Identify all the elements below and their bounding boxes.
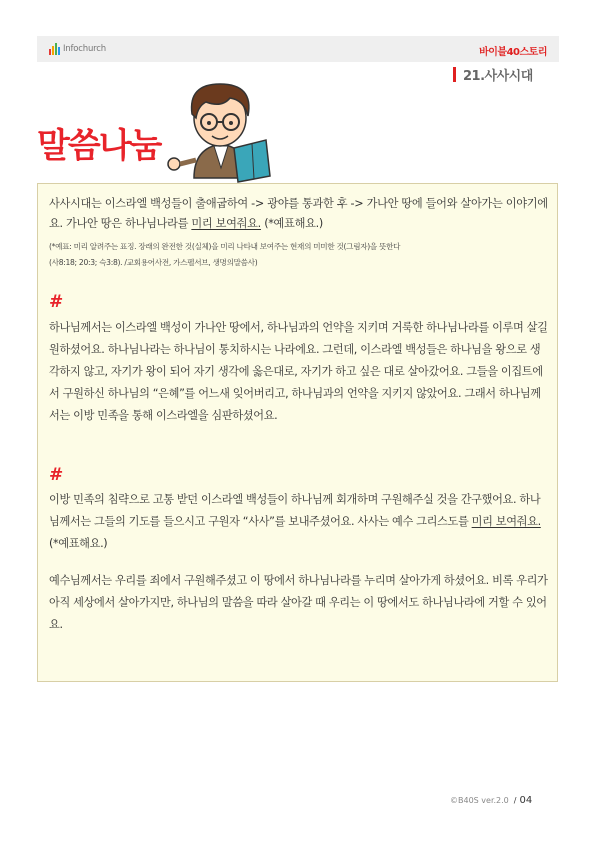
note-line-1: (*예표: 미리 알려주는 표징. 장래의 완전한 것(실체)을 미리 나타내 보여주는 현재의 미미한 것(그림자)을 뜻한다	[49, 242, 401, 251]
logo-text: Infochurch	[63, 44, 106, 54]
section-2-paragraph	[49, 489, 549, 555]
reading-boy-illustration	[166, 78, 276, 186]
section-marker-1: #	[49, 292, 64, 312]
bars-icon	[49, 43, 60, 55]
page-number: 04	[519, 795, 533, 806]
section-marker-2: #	[49, 465, 64, 485]
header-bar	[37, 36, 559, 62]
section-2-paragraph-2: 예수님께서는 우리를 죄에서 구원해주셨고 이 땅에서 하나님나라를 누리며 살아가게 하셨어요. 비록 우리가 아직 세상에서 살아가지만, 하나님의 말씀을 따라 살아갈 때 우리는 이 땅에서도 하나님나라에 거할 수 있어요.	[49, 574, 548, 631]
section-2-underline: 미리 보여줘요.	[471, 515, 541, 528]
intro-text-2: (*예표해요.)	[260, 217, 323, 230]
intro-underline: 미리 보여줘요.	[191, 217, 261, 230]
chapter-title	[453, 65, 533, 84]
intro-paragraph	[49, 194, 549, 234]
content-box	[37, 183, 558, 682]
section-1-paragraph: 하나님께서는 이스라엘 백성이 가나안 땅에서, 하나님과의 언약을 지키며 거룩한 하나님나라를 이루며 살길 원하셨어요. 하나님나라는 하나님이 통치하시는 나라에요. 그런데, 이스라엘 백성들은 하나님을 왕으로 생각하지 않고, 자기가 왕이 되어 자기 생각에 옳은대로, 자기가 하고 싶은 대로 살아갔어요. 그들을 이집트에서 구원하신 하나님의 “은혜”를 어느새 잊어버리고, 하나님과의 언약을 지키지 않았어요. 그래서 하나님께서는 이방 민족을 통해 이스라엘을 심판하셨어요.	[49, 321, 548, 422]
page-heading: 말씀나눔	[37, 126, 161, 166]
footer	[450, 795, 532, 806]
definition-note	[49, 239, 554, 271]
footer-separator: /	[513, 796, 517, 805]
section-2-text-2: (*예표해요.)	[49, 537, 108, 550]
series-title: 바이블40스토리	[479, 47, 547, 58]
chapter-title-text: 21.사사시대	[463, 69, 533, 84]
section-2-text-1: 이방 민족의 침략으로 고통 받던 이스라엘 백성들이 하나님께 회개하며 구원해주실 것을 간구했어요. 하나님께서는 그들의 기도를 들으시고 구원자 “사사”를 보내주셨어요. 사사는 예수 그리스도를	[49, 493, 541, 528]
infochurch-logo	[49, 43, 106, 55]
red-bar	[453, 67, 456, 82]
version-label: ©B40S ver.2.0	[450, 796, 509, 805]
intro-text-1: 사사시대는 이스라엘 백성들이 출애굽하여 -> 광야를 통과한 후 -> 가나안 땅에 들어와 살아가는 이야기에요. 가나안 땅은 하나님나라를	[49, 197, 548, 230]
note-line-2: (사8:18; 20:3; 슥3:8). /교회용어사전, 가스펠서브, 생명의말씀사)	[49, 258, 258, 267]
